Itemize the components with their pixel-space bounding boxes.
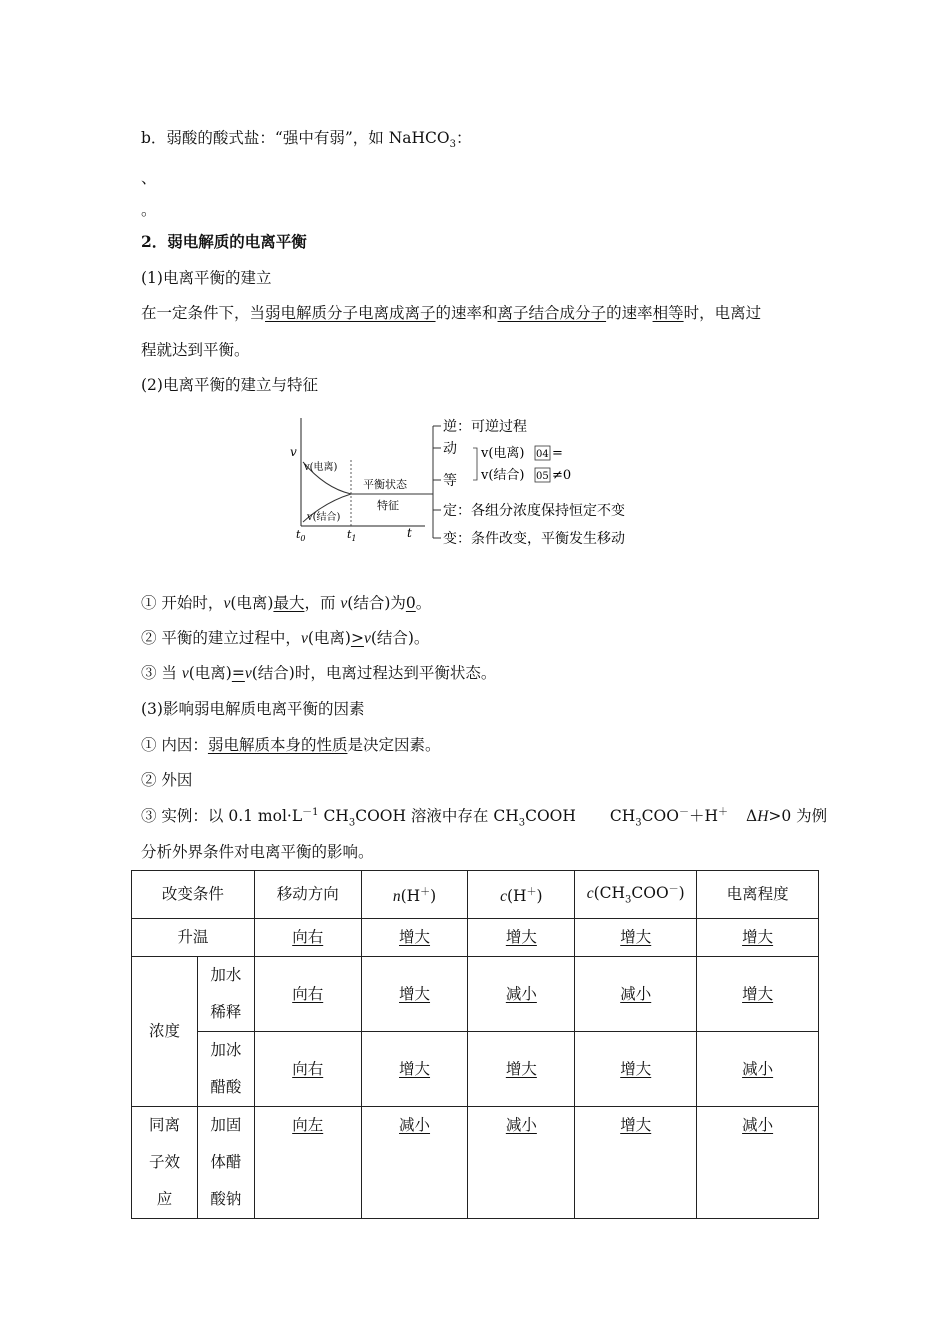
feature-equal: 等 (443, 473, 457, 489)
curve-top-label: v(电离) (304, 462, 338, 473)
blank-number-05: 05 (536, 471, 549, 482)
text: 在一定条件下，当 (141, 304, 266, 322)
table-row (132, 1107, 819, 1219)
row-group-label: 浓度 (132, 957, 198, 1107)
row-label: 加冰 醋酸 (197, 1032, 254, 1107)
row-label: 升温 (132, 919, 255, 957)
feature-change: 变：条件改变，平衡发生移动 (443, 531, 625, 547)
answer-cell: 增大 (620, 928, 652, 947)
factors-table (131, 870, 819, 1219)
subscript: 3 (449, 139, 456, 151)
table-row (132, 957, 819, 1032)
answer-cell: 增大 (620, 1059, 652, 1078)
text: ： (455, 129, 472, 147)
header-cell: 改变条件 (132, 871, 255, 919)
header-cell: 电离程度 (697, 871, 819, 919)
answer-blank: > (350, 629, 364, 647)
item-1: ① 开始时，v(电离)最大，而 v(结合)为0。 (141, 594, 432, 612)
section-heading: 2．弱电解质的电离平衡 (141, 232, 307, 251)
answer-blank: 最大 (273, 594, 305, 612)
answer-blank: 弱电解质本身的性质 (207, 736, 348, 754)
paragraph-1 (141, 303, 761, 323)
answer-cell: 增大 (742, 984, 774, 1003)
answer-cell: 向右 (292, 1059, 324, 1078)
row-group-label: 同离 子效 应 (132, 1107, 198, 1219)
answer-cell: 增大 (505, 928, 537, 947)
header-cell: 移动方向 (254, 871, 361, 919)
t-axis-label: t (407, 526, 412, 540)
outer-factor: ② 外因 (141, 771, 193, 789)
answer-cell: 增大 (742, 928, 774, 947)
header-cell: c(H＋) (468, 871, 575, 919)
answer-cell: 向右 (292, 984, 324, 1003)
row-label: 加固 体醋 酸钠 (197, 1107, 254, 1219)
table-header-row (132, 871, 819, 919)
answer-cell: 减小 (399, 1116, 431, 1135)
answer-blank: 离子结合成分子 (497, 304, 607, 322)
text: 的速率和 (435, 304, 498, 322)
not-equal-zero: ≠0 (552, 468, 572, 483)
t0-label: $t_0$ (296, 528, 306, 543)
blank-line-1: 、 (141, 169, 157, 187)
inner-factor: ① 内因：弱电解质本身的性质是决定因素。 (141, 736, 441, 754)
curve-bottom-label: v(结合) (307, 512, 341, 523)
answer-cell: 减小 (505, 1116, 537, 1135)
answer-cell: 减小 (620, 984, 652, 1003)
table-row (132, 919, 819, 957)
answer-cell: 向左 (292, 1116, 324, 1135)
example-line2: 分析外界条件对电离平衡的影响。 (141, 843, 374, 861)
answer-cell: 增大 (399, 928, 431, 947)
answer-cell: 增大 (505, 1059, 537, 1078)
blank-number-04: 04 (536, 449, 549, 460)
answer-cell: 增大 (620, 1116, 652, 1135)
t1-label: $t_1$ (347, 528, 357, 543)
equilibrium-diagram (285, 410, 665, 550)
weak-acid-salt-line (141, 128, 471, 155)
blank-line-2: 。 (141, 201, 157, 219)
feature-dynamic: 动 (443, 441, 457, 457)
subheading-3: (3)影响弱电解质电离平衡的因素 (141, 700, 365, 718)
example-line: ③ 实例：以 0.1 $mol\cdot L^{-1}$ $CH_3COOH$ 溶液中存在 $CH_3COOH$ $CH_3COO^-+H^+$ ΔH>0 为例 (141, 807, 828, 829)
subheading-1: (1)电离平衡的建立 (141, 269, 272, 287)
subheading-2: (2)电离平衡的建立与特征 (141, 376, 318, 394)
item-2: ② 平衡的建立过程中，v(电离)>v(结合)。 (141, 629, 430, 647)
answer-cell: 减小 (742, 1059, 774, 1078)
answer-cell: 减小 (505, 984, 537, 1003)
answer-cell: 向右 (292, 928, 324, 947)
equals-sign: = (552, 446, 563, 461)
text: 的速率 (606, 304, 653, 322)
item-3: ③ 当 v(电离)=v(结合)时，电离过程达到平衡状态。 (141, 664, 497, 682)
answer-cell: 减小 (742, 1116, 774, 1135)
rate-ionization: v(电离) (481, 446, 525, 461)
answer-blank: 相等 (652, 304, 684, 322)
feature-reversible: 逆：可逆过程 (443, 419, 527, 435)
paragraph-1-line2: 程就达到平衡。 (141, 341, 250, 359)
v-axis-label: v (290, 445, 297, 459)
header-cell: n(H＋) (361, 871, 468, 919)
text: b．弱酸的酸式盐：“强中有弱”，如 NaHCO (141, 129, 450, 147)
inner-brace (473, 448, 477, 480)
table-row (132, 1032, 819, 1107)
answer-cell: 增大 (399, 1059, 431, 1078)
answer-blank: 0 (405, 594, 416, 612)
row-label: 加水 稀释 (197, 957, 254, 1032)
header-cell: $c(CH_3COO^-)$ (575, 871, 697, 919)
rate-combination: v(结合) (481, 468, 525, 483)
feature-constant: 定：各组分浓度保持恒定不变 (443, 503, 625, 519)
features-label: 特征 (377, 499, 399, 512)
text: 时，电离过 (683, 304, 762, 322)
answer-blank: = (231, 664, 245, 682)
equilibrium-state-label: 平衡状态 (363, 478, 407, 491)
answer-blank: 弱电解质分子电离成离子 (265, 304, 436, 322)
answer-cell: 增大 (399, 984, 431, 1003)
